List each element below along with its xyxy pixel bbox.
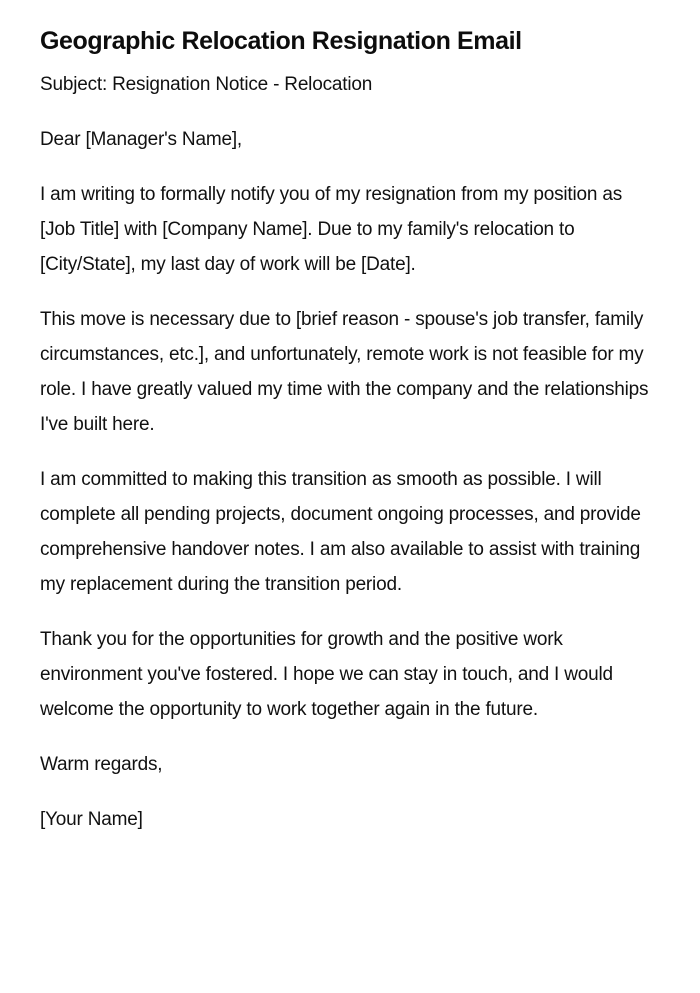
page-title: Geographic Relocation Resignation Email [40, 27, 522, 55]
email-closing: Warm regards, [40, 754, 163, 775]
email-signature: [Your Name] [40, 809, 143, 830]
body-paragraph-1: I am writing to formally notify you of my resignation from my position as [Job Title] with [Company Name]. Due to my family's relocation to [City/State], my last day of work will be [Date]. [40, 184, 623, 275]
email-greeting: Dear [Manager's Name], [40, 129, 242, 150]
email-subject: Subject: Resignation Notice - Relocation [40, 74, 373, 95]
body-paragraph-3: I am committed to making this transition as smooth as possible. I will complete all pending projects, document ongoing processes, and provide comprehensive handover notes. I am also available to assist with training my replacement during the transition period. [40, 469, 641, 595]
body-paragraph-2: This move is necessary due to [brief reason - spouse's job transfer, family circumstances, etc.], and unfortunately, remote work is not feasible for my role. I have greatly valued my time with the company and the relationships I've built here. [40, 309, 649, 435]
body-paragraph-4: Thank you for the opportunities for growth and the positive work environment you've fostered. I hope we can stay in touch, and I would welcome the opportunity to work together again in the future. [40, 629, 613, 720]
